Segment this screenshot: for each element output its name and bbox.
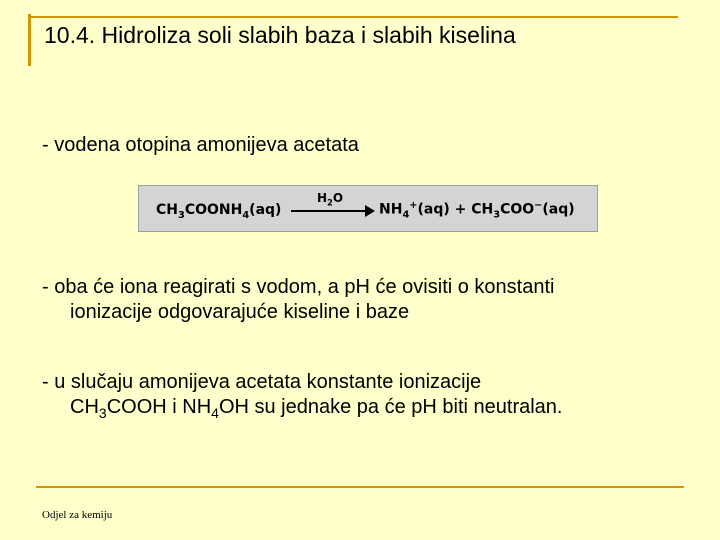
- bullet-line: - oba će iona reagirati s vodom, a pH će ovisiti o konstanti: [42, 276, 555, 298]
- equation-reactant: [156, 202, 281, 221]
- eq-text: (aq): [249, 202, 282, 218]
- eq-text: O: [332, 191, 344, 205]
- title-accent-vertical-line: [28, 14, 31, 66]
- eq-text: COO: [500, 201, 535, 218]
- eq-sup: −: [534, 200, 543, 211]
- subscript: 3: [98, 405, 107, 421]
- eq-text: H: [317, 191, 328, 205]
- bullet-ammonium-acetate-solution: - vodena otopina amonijeva acetata: [42, 134, 359, 156]
- equation-image: [138, 185, 598, 232]
- bullet-both-ions-react: [42, 275, 692, 325]
- text-run: COOH i NH: [106, 396, 212, 418]
- eq-text: CH: [156, 202, 178, 218]
- slide-title: 10.4. Hidroliza soli slabih baza i slabih kiselina: [44, 22, 516, 48]
- eq-sub: 3: [493, 209, 501, 221]
- subscript: 4: [211, 405, 219, 421]
- eq-sub: 2: [327, 197, 333, 208]
- footer-department: Odjel za kemiju: [42, 509, 113, 521]
- eq-sub: 4: [402, 209, 410, 221]
- reaction-arrowhead-icon: [365, 205, 375, 217]
- footer-divider: [36, 486, 684, 488]
- eq-text: NH: [379, 201, 403, 218]
- equation-products: [379, 200, 575, 220]
- eq-text: (aq) + CH: [417, 201, 494, 218]
- reaction-condition-water: [317, 191, 343, 207]
- bullet-line-indented: [42, 395, 692, 426]
- reaction-arrow-icon: [291, 210, 369, 212]
- eq-sup: +: [409, 200, 418, 211]
- eq-text: (aq): [542, 201, 575, 218]
- text-run: CH: [70, 396, 99, 418]
- bullet-line-indented: ionizacije odgovarajuće kiseline i baze: [70, 301, 410, 323]
- eq-sub: 4: [242, 209, 250, 221]
- bullet-constants-equal: [42, 370, 692, 426]
- title-accent-horizontal-line: [28, 16, 678, 18]
- chemical-equation: [139, 186, 599, 233]
- eq-text: COONH: [184, 202, 243, 218]
- text-run: OH su jednake pa će pH biti neutralan.: [218, 396, 563, 418]
- eq-sub: 3: [178, 209, 185, 221]
- bullet-line: - u slučaju amonijeva acetata konstante ionizacije: [42, 371, 482, 393]
